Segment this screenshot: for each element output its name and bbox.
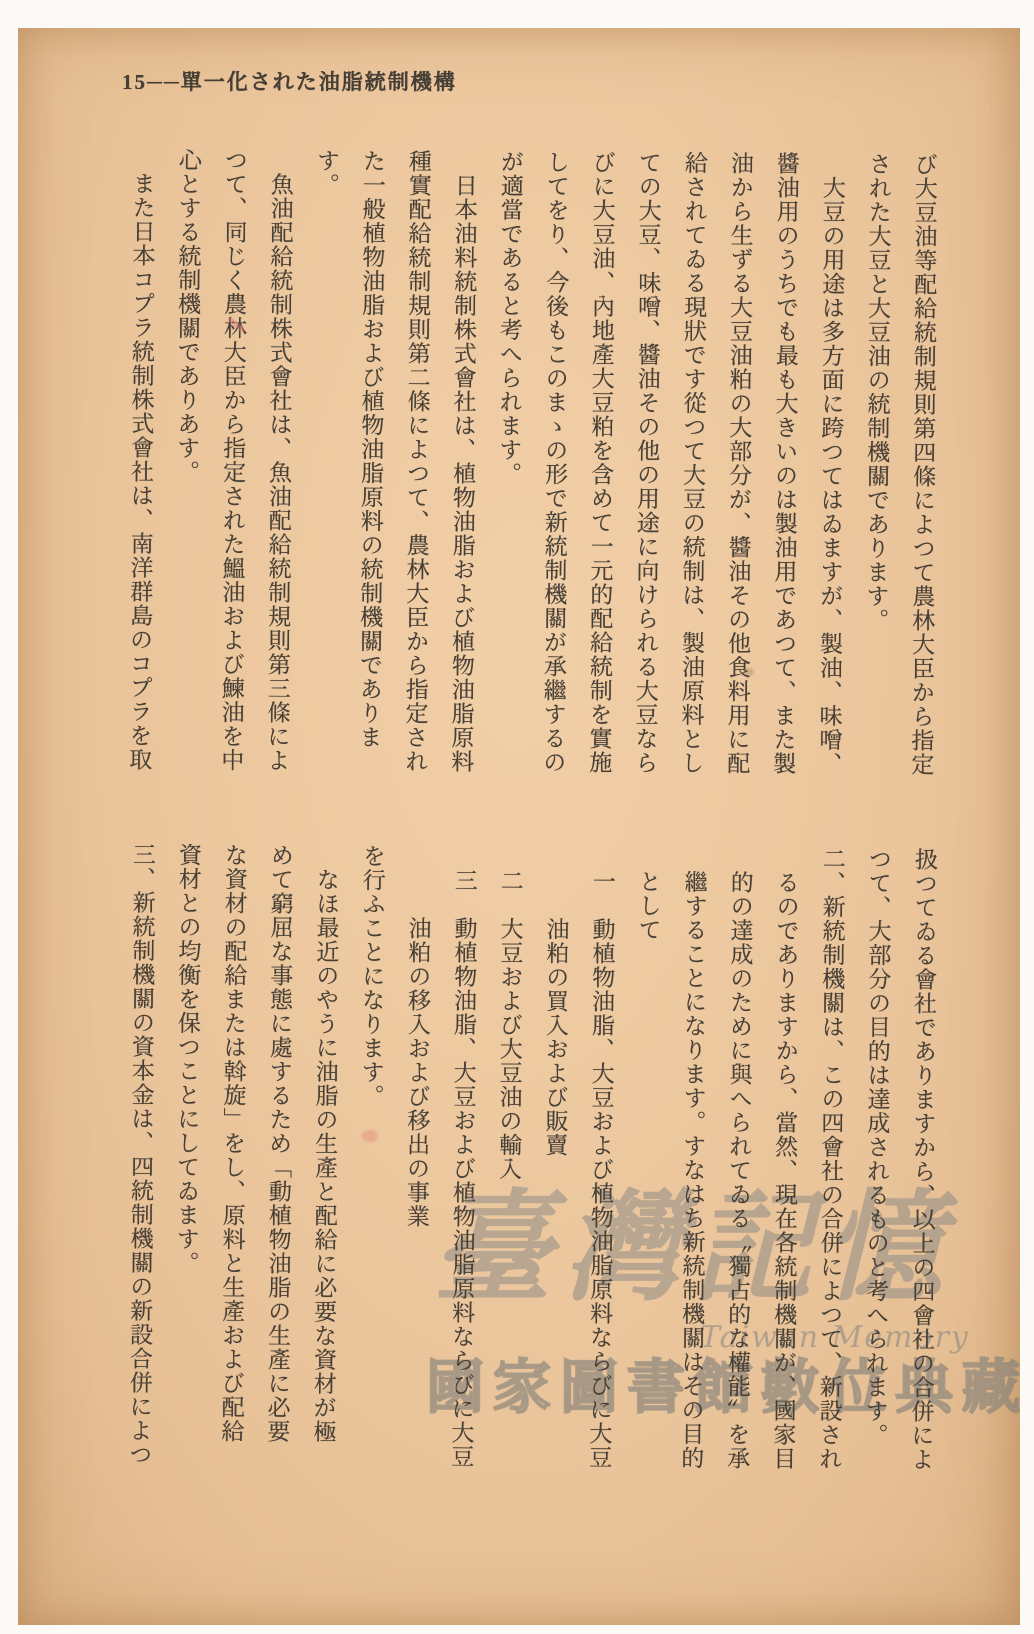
text-column: 種實配給統制規則第二條によつて、農林大臣から指定され bbox=[402, 149, 432, 774]
text-column: 油粕の買入および販賣 bbox=[542, 845, 570, 1158]
text-column: 日本油料統制株式會社は、植物油脂および植物油脂原料 bbox=[448, 149, 478, 774]
watermark-latin-text: Taiwan Memory bbox=[700, 1320, 970, 1355]
text-column: 三、新統制機關の資本金は、四統制機關の新設合併によつ bbox=[126, 842, 156, 1467]
text-column: また日本コプラ統制株式會社は、南洋群島のコプラを取 bbox=[126, 147, 156, 772]
text-column: 給されてゐる現狀です從つて大豆の統制は、製油原料とし bbox=[678, 150, 708, 776]
text-column: 油粕の移入および移出の事業 bbox=[403, 844, 432, 1229]
text-column: 油から生ずる大豆油粕の大部分が、醬油その他食料用に配 bbox=[724, 151, 754, 776]
text-column: 二、新統制機關は、この四會社の合併によつて、新設され bbox=[816, 846, 846, 1471]
text-column: つて、同じく農林大臣から指定された鰮油および鰊油を中 bbox=[218, 148, 248, 773]
text-column: 醬油用のうちでも最も大きいのは製油用であつて、また製 bbox=[770, 151, 800, 776]
text-column: してをり、今後もこのまゝの形で新統制機關が承繼するの bbox=[540, 150, 570, 775]
text-column: 三 動植物油脂、大豆および植物油脂原料ならびに大豆 bbox=[448, 844, 478, 1469]
text-column: として bbox=[635, 845, 662, 942]
text-column: なほ最近のやうに油脂の生產と配給に必要な資材が極 bbox=[310, 843, 340, 1444]
text-column: 扱つてゐる會社でありますから、以上の四會社の合併によ bbox=[908, 847, 938, 1472]
text-column: 二 大豆および大豆油の輸入 bbox=[496, 844, 524, 1181]
text-block-upper bbox=[115, 147, 947, 824]
text-column: を行ふことになります。 bbox=[358, 843, 386, 1109]
text-column: な資材の配給または斡旋」をし、原料と生產および配給 bbox=[218, 843, 248, 1444]
text-column: す。 bbox=[313, 148, 340, 197]
text-column: 資材との均衡を保つことにしてゐます。 bbox=[173, 842, 202, 1275]
text-column: た一般植物油脂および植物油脂原料の統制機關でありま bbox=[356, 148, 386, 750]
watermark-script-text: 臺灣記憶 bbox=[433, 1177, 953, 1318]
text-column: るのでありますから、當然、現在各統制機關が、國家目 bbox=[770, 846, 800, 1471]
text-column: めて窮屈な事態に處するため「動植物油脂の生產に必要 bbox=[264, 843, 294, 1444]
text-column: された大豆と大豆油の統制機關であります。 bbox=[863, 152, 892, 633]
text-column: びに大豆油、內地產大豆粕を含めて一元的配給統制を實施 bbox=[586, 150, 616, 775]
text-column: 心とする統制機關でありあす。 bbox=[174, 147, 202, 484]
text-column: ての大豆、味噌、醬油その他の用途に向けられる大豆なら bbox=[632, 150, 662, 775]
text-column: 的の達成のために與へられてゐる〝獨占的な權能〟を承 bbox=[724, 846, 754, 1471]
text-column: 魚油配給統制株式會社は、魚油配給統制規則第三條によ bbox=[264, 148, 294, 773]
text-column: 大豆の用途は多方面に跨つてはゐますが、製油、味噌、 bbox=[816, 151, 846, 776]
text-column: 繼することになります。すなはち新統制機關はその目的 bbox=[678, 845, 708, 1471]
text-column: び大豆油等配給統制規則第四條によつて農林大臣から指定 bbox=[908, 152, 938, 777]
text-column: 一 動植物油脂、大豆および植物油脂原料ならびに大豆 bbox=[586, 845, 616, 1470]
page-header-title: 15──單一化された油脂統制機構 bbox=[122, 70, 457, 94]
text-block-lower bbox=[115, 842, 947, 1519]
text-column: が適當であると考へられます。 bbox=[496, 149, 524, 486]
text-column: つて、大部分の目的は達成されるものと考へられます。 bbox=[862, 847, 892, 1448]
